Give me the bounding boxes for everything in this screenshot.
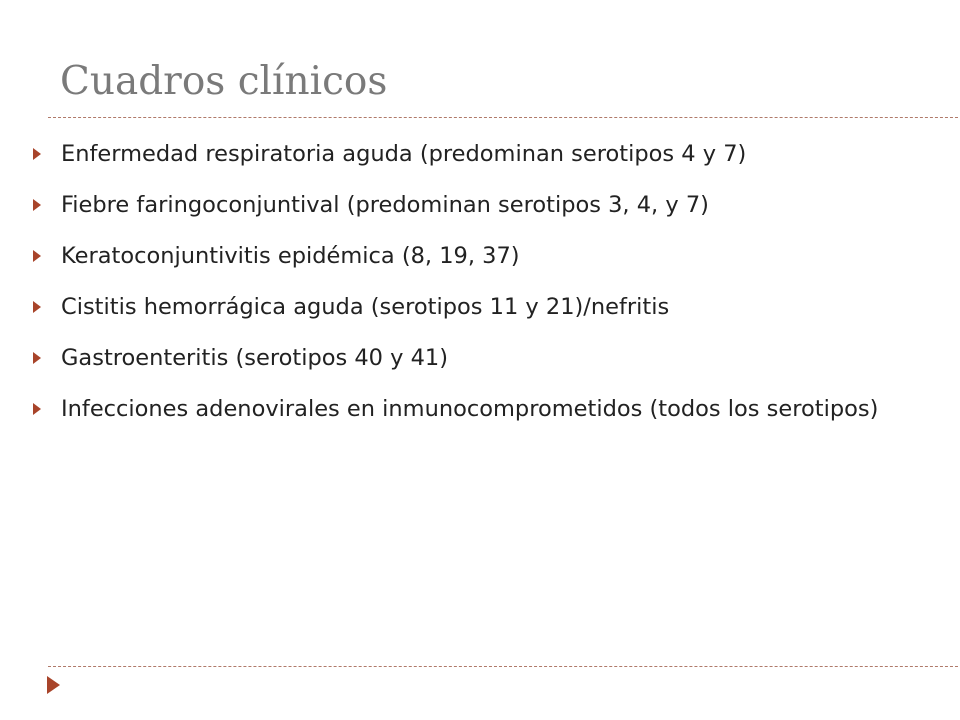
triangle-right-icon	[33, 250, 41, 262]
bullet-text: Infecciones adenovirales en inmunocomprometidos (todos los serotipos)	[61, 396, 879, 422]
title-divider	[48, 117, 960, 118]
footer-divider	[48, 666, 960, 667]
bullet-text: Enfermedad respiratoria aguda (predominan serotipos 4 y 7)	[61, 141, 747, 167]
bullet-list	[30, 138, 920, 444]
bullet-text: Keratoconjuntivitis epidémica (8, 19, 37)	[61, 243, 520, 269]
bullet-text: Gastroenteritis (serotipos 40 y 41)	[61, 345, 449, 371]
triangle-right-icon	[33, 199, 41, 211]
triangle-right-icon	[33, 352, 41, 364]
bullet-text: Cistitis hemorrágica aguda (serotipos 11 y 21)/nefritis	[61, 294, 670, 320]
bullet-item	[30, 291, 920, 323]
bullet-item	[30, 189, 920, 221]
bullet-item	[30, 240, 920, 272]
bullet-item	[30, 393, 920, 425]
bullet-item	[30, 138, 920, 170]
bullet-text: Fiebre faringoconjuntival (predominan serotipos 3, 4, y 7)	[61, 192, 709, 218]
bullet-item	[30, 342, 920, 374]
slide-title: Cuadros clínicos	[60, 59, 388, 104]
triangle-right-icon	[33, 148, 41, 160]
triangle-right-icon	[47, 676, 60, 694]
triangle-right-icon	[33, 301, 41, 313]
triangle-right-icon	[33, 403, 41, 415]
